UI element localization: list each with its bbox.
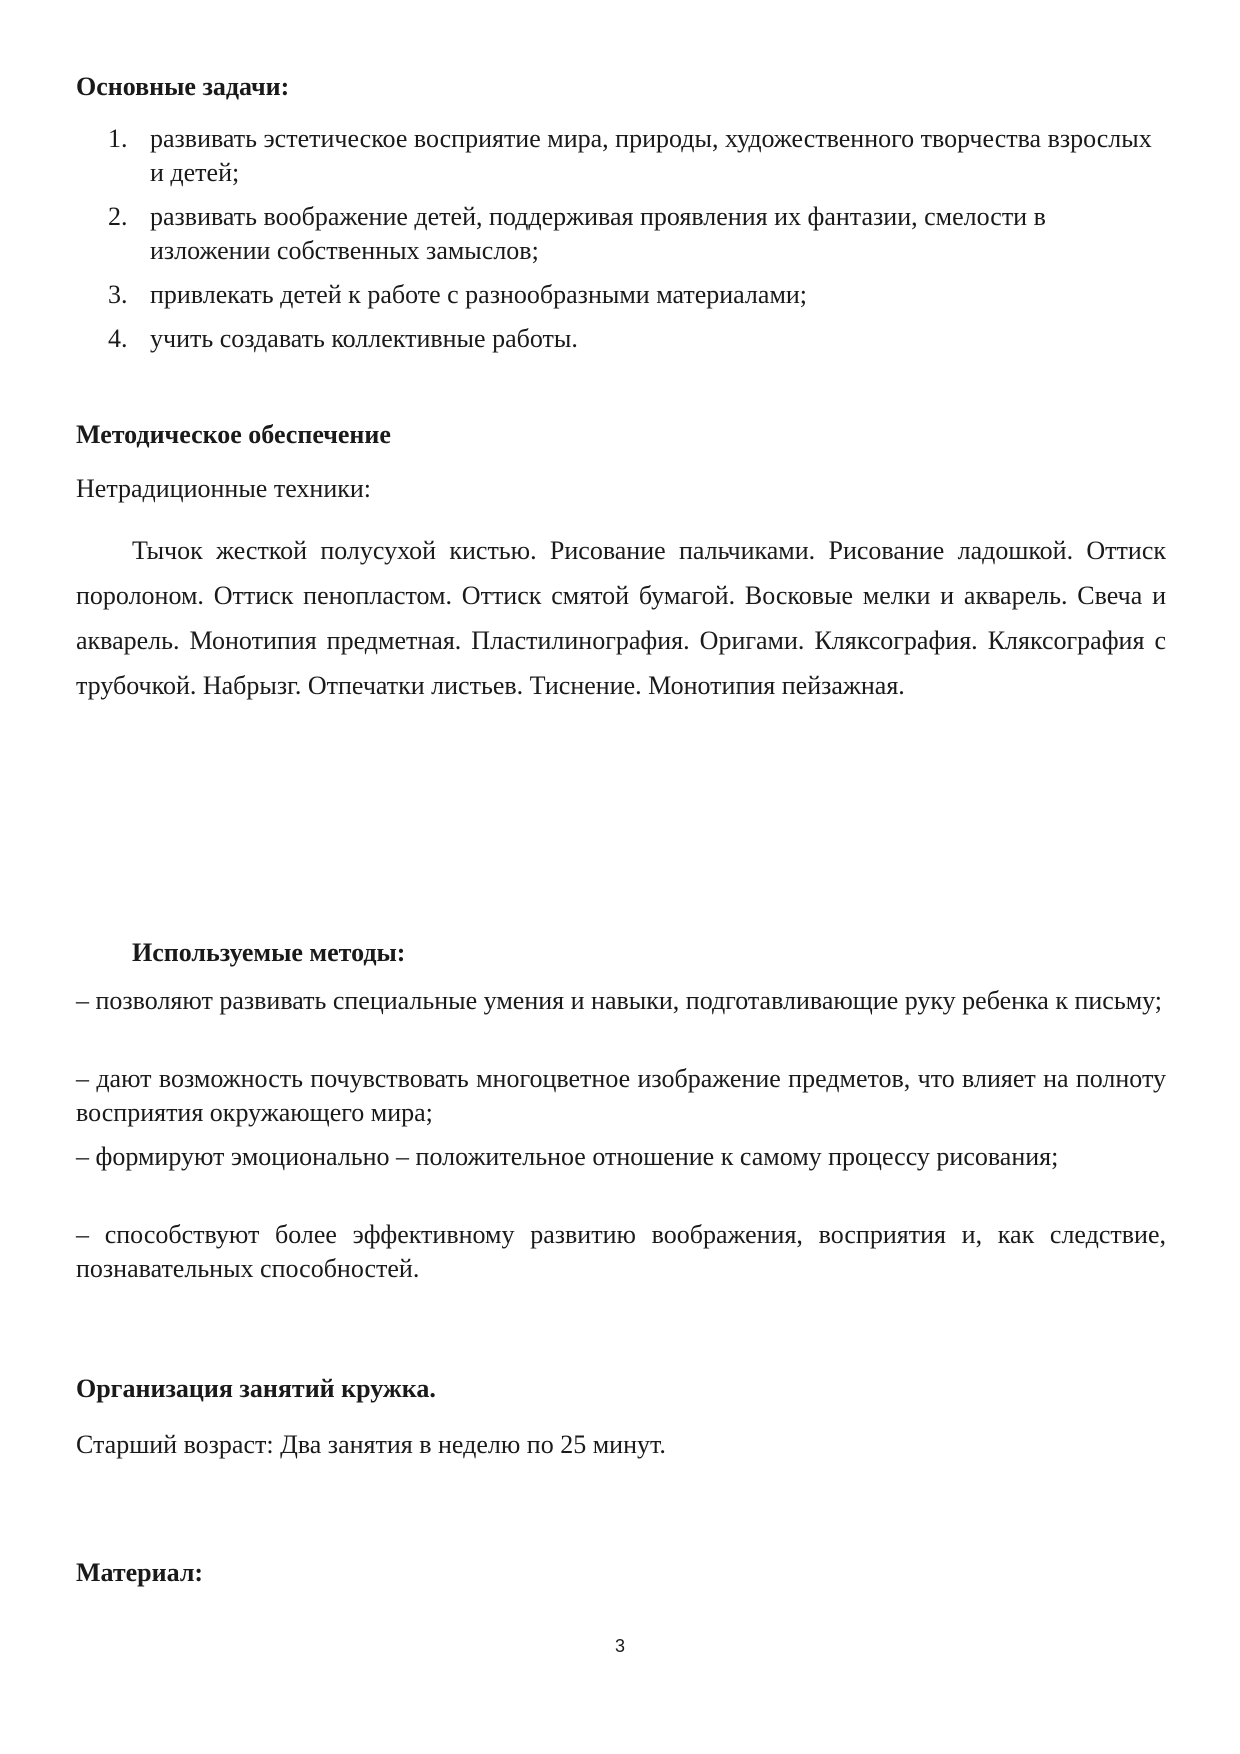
- techniques-paragraph: Тычок жесткой полусухой кистью. Рисование пальчиками. Рисование ладошкой. Оттиск поролоном. Оттиск пенопластом. Оттиск смятой бумагой. Восковые мелки и акварель. Свеча и акварель. Монотипия предметная. Пластилинография. Оригами. Кляксография. Кляксография с трубочкой. Набрызг. Отпечатки листьев. Тиснение. Монотипия пейзажная.: [76, 536, 1166, 700]
- techniques-subheading: Нетрадиционные техники:: [76, 474, 372, 503]
- list-text: развивать воображение детей, поддерживая проявления их фантазии, смелости в изложении собственных замыслов;: [150, 202, 1046, 265]
- task-list-item: [108, 122, 1166, 190]
- list-number: 1.: [108, 124, 128, 153]
- task-list-item: [108, 200, 1166, 268]
- methods-item: – формируют эмоционально – положительное отношение к самому процессу рисования;: [76, 1142, 1059, 1171]
- methods-heading: Используемые методы:: [132, 938, 406, 967]
- list-text: учить создавать коллективные работы.: [150, 324, 578, 353]
- organization-text: Старший возраст: Два занятия в неделю по 25 минут.: [76, 1430, 666, 1459]
- methods-item: – позволяют развивать специальные умения и навыки, подготавливающие руку ребенка к письму;: [76, 986, 1163, 1015]
- list-text: развивать эстетическое восприятие мира, природы, художественного творчества взрослых и детей;: [150, 124, 1152, 187]
- tasks-heading: Основные задачи:: [76, 72, 290, 101]
- methods-item: – способствуют более эффективному развитию воображения, восприятия и, как следствие, познавательных способностей.: [76, 1220, 1166, 1283]
- list-number: 2.: [108, 202, 128, 231]
- task-list-item: [108, 278, 1166, 312]
- page-number: 3: [614, 1636, 625, 1656]
- methodical-heading: Методическое обеспечение: [76, 420, 391, 449]
- task-list-item: [108, 322, 1166, 356]
- methods-item: – дают возможность почувствовать многоцветное изображение предметов, что влияет на полноту восприятия окружающего мира;: [76, 1064, 1166, 1127]
- material-heading: Материал:: [76, 1558, 204, 1587]
- organization-heading: Организация занятий кружка.: [76, 1374, 436, 1403]
- list-text: привлекать детей к работе с разнообразными материалами;: [150, 280, 808, 309]
- list-number: 4.: [108, 324, 128, 353]
- list-number: 3.: [108, 280, 128, 309]
